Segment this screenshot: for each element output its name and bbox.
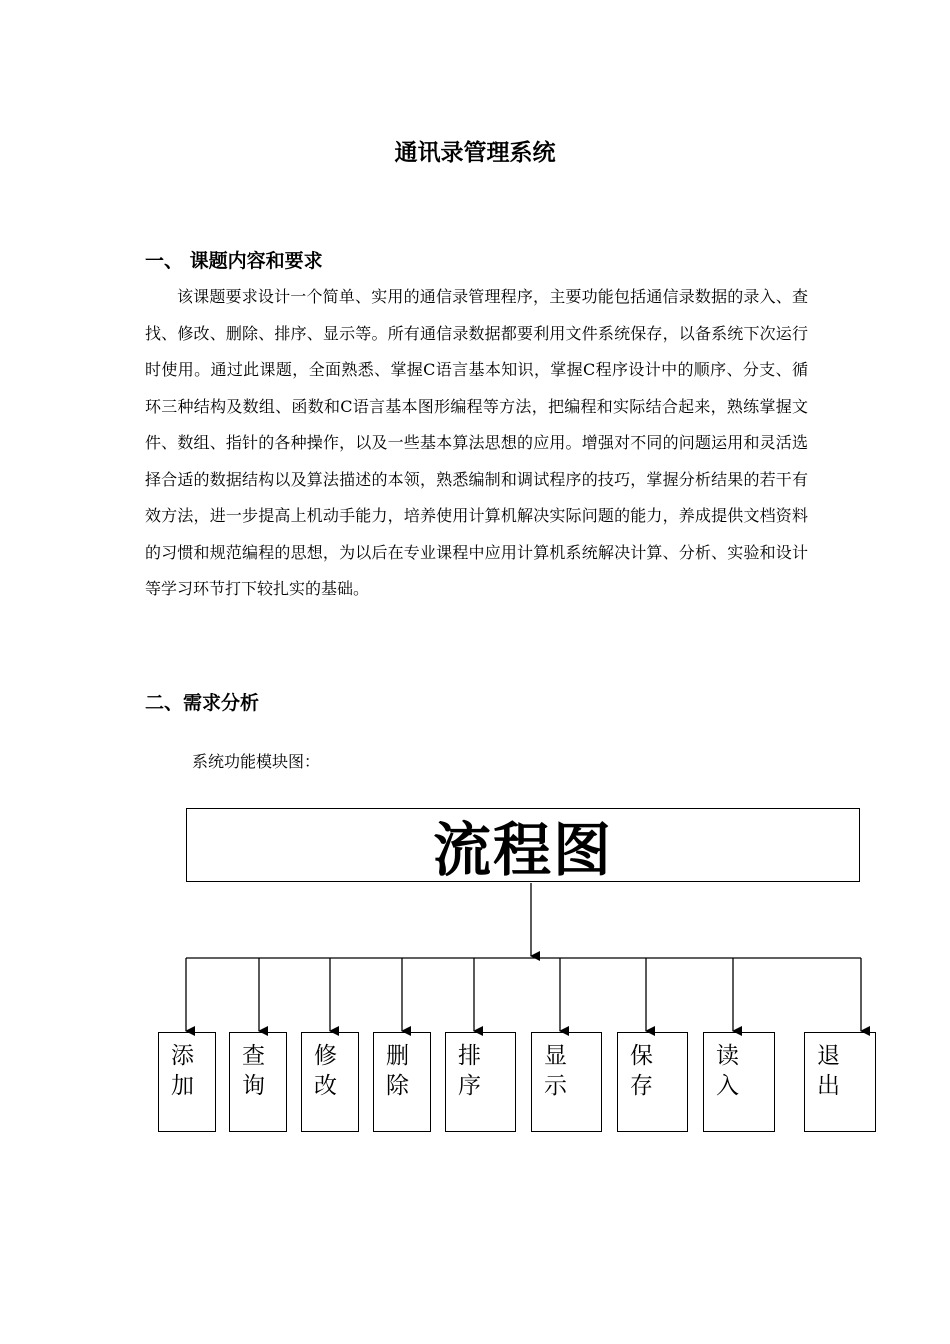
module-box (617, 1032, 688, 1132)
module-box (531, 1032, 602, 1132)
module-label: 退出 (817, 1043, 840, 1099)
paragraph-text: 该课题要求设计一个简单、实用的通信录管理程序，主要功能包括通信录数据的录入、查找、修改、删除、排序、显示等。所有通信录数据都要利用文件系统保存，以备系统下次运行时使用。通过此课题，全面熟悉、掌握C语言基本知识，掌握C程序设计中的顺序、分支、循环三种结构及数组、函数和C语言基本图形编程等方法，把编程和实际结合起来，熟练掌握文件、数组、指针的各种操作，以及一些基本算法思想的应用。增强对不同的问题运用和灵活选择合适的数据结构以及算法描述的本领，熟悉编制和调试程序的技巧，掌握分析结果的若干有效方法，进一步提高上机动手能力，培养使用计算机解决实际问题的能力，养成提供文档资料的习惯和规范编程的思想，为以后在专业课程中应用计算机系统解决计算、分析、实验和设计等学习环节打下较扎实的基础。 (145, 287, 808, 598)
module-label: 保存 (630, 1043, 653, 1099)
module-label: 显示 (544, 1043, 567, 1099)
module-box (158, 1032, 216, 1132)
section-heading-analysis: 二、需求分析 (145, 692, 260, 714)
module-box (373, 1032, 431, 1132)
module-label: 删除 (386, 1043, 409, 1099)
section-heading-requirements: 一、 课题内容和要求 (145, 250, 323, 272)
module-box (229, 1032, 287, 1132)
flowchart-root-label: 流程图 (432, 816, 613, 884)
module-box (804, 1032, 876, 1132)
document-title: 通讯录管理系统 (394, 140, 556, 166)
module-box (445, 1032, 516, 1132)
module-box (703, 1032, 775, 1132)
module-label: 排序 (458, 1043, 481, 1099)
module-label: 添加 (171, 1043, 194, 1099)
module-box (301, 1032, 359, 1132)
module-label: 查询 (242, 1043, 265, 1099)
diagram-caption: 系统功能模块图： (192, 752, 321, 771)
module-label: 读入 (716, 1043, 739, 1099)
module-label: 修改 (314, 1043, 337, 1099)
